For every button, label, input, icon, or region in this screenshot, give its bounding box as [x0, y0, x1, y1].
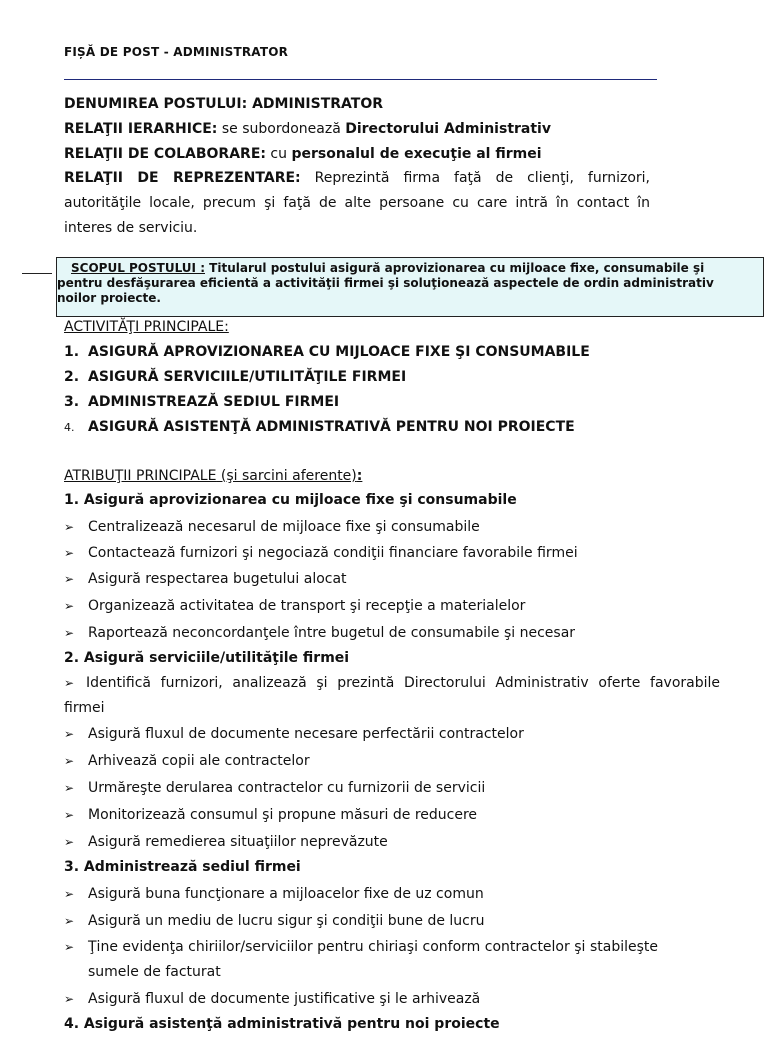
scope-label: SCOPUL POSTULUI :: [71, 261, 205, 275]
hierarchy-mid: se subordonează: [217, 121, 346, 137]
representation-relations: [64, 166, 650, 241]
arrow-bullet-icon: ➢: [64, 754, 75, 768]
list-item: [64, 515, 480, 540]
main-duties-heading: [64, 464, 362, 489]
list-item-text: Centralizează necesarul de mijloace fixe şi consumabile: [88, 519, 480, 535]
list-item: [64, 594, 525, 619]
arrow-bullet-icon: ➢: [64, 835, 75, 849]
scope-connector-line: [22, 273, 52, 274]
list-item: [64, 567, 347, 592]
activity-text: ASIGURĂ ASISTENŢĂ ADMINISTRATIVĂ PENTRU NOI PROIECTE: [88, 419, 575, 435]
collaboration-relations: [64, 142, 542, 167]
list-item-text: Asigură buna funcţionare a mijloacelor fixe de uz comun: [88, 886, 484, 902]
document-title: FIȘĂ DE POST - ADMINISTRATOR: [64, 45, 289, 59]
list-item-text: Ţine evidenţa chiriilor/serviciilor pentru chiriaşi conform contractelor şi stabileşte sumele de facturat: [88, 939, 658, 980]
list-item-text: Contactează furnizori şi negociază condiţii financiare favorabile firmei: [88, 545, 578, 561]
list-item: [64, 909, 485, 934]
scope-line-1: Titularul postului asigură aprovizionarea cu mijloace fixe, consumabile şi: [205, 261, 705, 275]
scope-line-2: pentru desfăşurarea eficientă a activităţii firmei şi soluţionează aspectele de ordin administrativ: [57, 276, 714, 290]
activity-text: ASIGURĂ APROVIZIONAREA CU MIJLOACE FIXE ŞI CONSUMABILE: [88, 344, 590, 360]
hierarchy-value: Directorului Administrativ: [345, 121, 551, 137]
activity-text: ASIGURĂ SERVICIILE/UTILITĂŢILE FIRMEI: [88, 369, 407, 385]
duties-heading-colon: :: [356, 468, 363, 484]
list-item: [64, 830, 388, 855]
list-item: [64, 541, 578, 566]
list-item-text: Organizează activitatea de transport şi recepţie a materialelor: [88, 598, 526, 614]
list-item-text: Arhivează copii ale contractelor: [88, 753, 310, 769]
arrow-bullet-icon: ➢: [64, 626, 75, 640]
title-divider: [64, 79, 657, 80]
arrow-bullet-icon: ➢: [64, 599, 75, 613]
list-item: [64, 671, 720, 721]
list-item-text: Raportează neconcordanţele între bugetul de consumabile şi necesar: [88, 625, 576, 641]
arrow-bullet-icon: ➢: [64, 727, 75, 741]
list-item-text: Asigură remedierea situaţiilor neprevăzute: [88, 834, 388, 850]
activity-number: 2.: [64, 369, 80, 385]
collaboration-mid: cu: [265, 146, 292, 162]
scope-line-3: noilor proiecte.: [57, 291, 161, 305]
hierarchy-label: RELAŢII IERARHICE:: [64, 121, 218, 137]
duties-heading-note: (şi sarcini aferente): [216, 468, 357, 484]
duty-section-title: 4. Asigură asistenţă administrativă pentru noi proiecte: [64, 1016, 500, 1032]
duty-section-title: 2. Asigură serviciile/utilităţile firmei: [64, 650, 350, 666]
hierarchy-relations: [64, 117, 551, 142]
collaboration-value: personalul de execuţie al firmei: [291, 146, 542, 162]
list-item: [64, 776, 485, 801]
scope-box: [56, 257, 764, 317]
list-item-text: Asigură un mediu de lucru sigur şi condiţii bune de lucru: [88, 913, 485, 929]
activity-text: ADMINISTREAZĂ SEDIUL FIRMEI: [88, 394, 340, 410]
arrow-bullet-icon: ➢: [64, 887, 75, 901]
scope-text: [57, 261, 764, 306]
list-item-text: Asigură fluxul de documente justificative şi le arhivează: [88, 991, 481, 1007]
duty-section-title: 3. Administrează sediul firmei: [64, 859, 301, 875]
list-item-text: Asigură fluxul de documente necesare perfectării contractelor: [88, 726, 524, 742]
activity-number: 3.: [64, 394, 80, 410]
list-item-text: Urmăreşte derularea contractelor cu furnizorii de servicii: [88, 780, 486, 796]
arrow-bullet-icon: ➢: [64, 992, 75, 1006]
list-item: [64, 935, 658, 985]
activity-number: 1.: [64, 344, 80, 360]
list-item: [64, 749, 310, 774]
representation-label: RELAŢII DE REPREZENTARE:: [64, 170, 301, 186]
collaboration-label: RELAŢII DE COLABORARE:: [64, 146, 266, 162]
arrow-bullet-icon: ➢: [64, 676, 75, 690]
list-item-text: Monitorizează consumul şi propune măsuri de reducere: [88, 807, 478, 823]
main-activities-heading: ACTIVITĂŢI PRINCIPALE:: [64, 319, 229, 335]
list-item-text: Identifică furnizori, analizează şi prezintă Directorului Administrativ oferte favorabile firmei: [64, 675, 720, 716]
arrow-bullet-icon: ➢: [64, 940, 75, 954]
representation-text: Reprezintă firma faţă de clienţi, furnizori, autorităţile locale, precum şi faţă de alte persoane cu care intră în contact în interes de serviciu.: [64, 170, 650, 236]
list-item: [64, 882, 484, 907]
activity-item: [64, 415, 575, 440]
arrow-bullet-icon: ➢: [64, 781, 75, 795]
arrow-bullet-icon: ➢: [64, 914, 75, 928]
list-item: [64, 987, 480, 1012]
arrow-bullet-icon: ➢: [64, 546, 75, 560]
activity-item: [64, 365, 406, 390]
duty-section-title: 1. Asigură aprovizionarea cu mijloace fixe şi consumabile: [64, 492, 517, 508]
activity-item: [64, 340, 590, 365]
list-item: [64, 722, 524, 747]
list-item: [64, 803, 477, 828]
duties-heading-label: ATRIBUŢII PRINCIPALE: [64, 468, 217, 484]
arrow-bullet-icon: ➢: [64, 808, 75, 822]
activity-number: 4.: [64, 421, 75, 434]
arrow-bullet-icon: ➢: [64, 520, 75, 534]
list-item-text: Asigură respectarea bugetului alocat: [88, 571, 347, 587]
job-title-line: DENUMIREA POSTULUI: ADMINISTRATOR: [64, 96, 384, 112]
list-item: [64, 621, 575, 646]
activity-item: [64, 390, 339, 415]
arrow-bullet-icon: ➢: [64, 572, 75, 586]
